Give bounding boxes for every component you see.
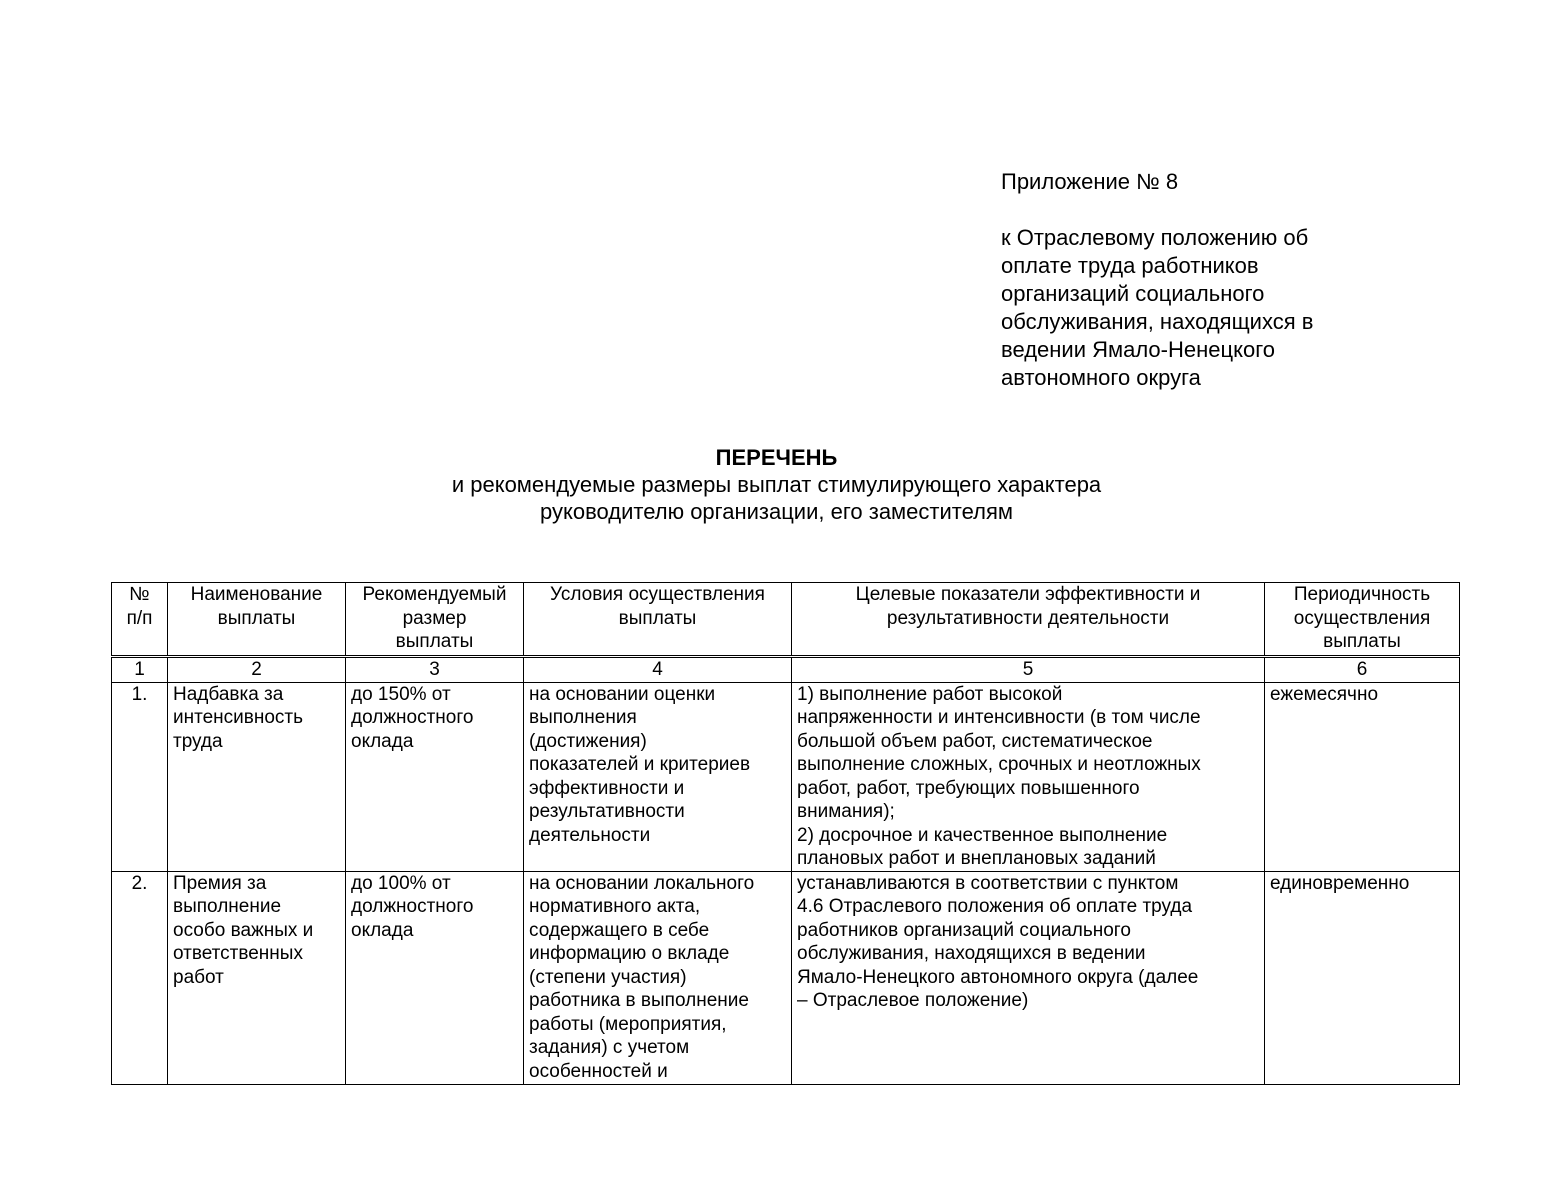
- header-line: осуществления: [1293, 607, 1431, 629]
- payment-indicators-cell: [792, 871, 1265, 1084]
- column-numbers-row: [112, 657, 1460, 683]
- cell-line: Ямало-Ненецкого автономного округа (далее: [797, 966, 1199, 988]
- cell-line: работы (мероприятия,: [529, 1013, 727, 1035]
- cell-line: работников организаций социального: [797, 919, 1131, 941]
- document-subtitle-line: руководителю организации, его заместителям: [540, 499, 1013, 524]
- annex-line: автономного округа: [1001, 365, 1201, 390]
- header-line: выплаты: [395, 631, 474, 652]
- header-col-conditions: [524, 583, 792, 657]
- header-line: №: [129, 584, 150, 605]
- annex-line: ведении Ямало-Ненецкого: [1001, 337, 1275, 362]
- cell-line: особенностей и: [529, 1060, 668, 1082]
- header-line: Рекомендуемый: [362, 584, 507, 605]
- annex-line: организаций социального: [1001, 281, 1265, 306]
- document-title: ПЕРЕЧЕНЬ: [715, 445, 838, 470]
- table-row: [112, 682, 1460, 871]
- cell-line: обслуживания, находящихся в ведении: [797, 943, 1146, 964]
- header-line: Наименование: [190, 584, 323, 605]
- payment-periodicity-cell: [1265, 682, 1460, 871]
- cell-line: Надбавка за: [173, 683, 284, 705]
- cell-line: выполнение сложных, срочных и неотложных: [797, 754, 1201, 775]
- header-line: п/п: [126, 607, 153, 629]
- column-number: 4: [524, 657, 792, 683]
- row-number: 1.: [112, 682, 168, 871]
- cell-line: оклада: [351, 919, 414, 941]
- cell-line: большой объем работ, систематическое: [797, 730, 1153, 752]
- header-col-number: [112, 583, 168, 657]
- cell-line: нормативного акта,: [529, 896, 701, 917]
- cell-line: внимания);: [797, 801, 895, 822]
- payment-conditions-cell: [524, 871, 792, 1084]
- cell-line: интенсивность: [173, 707, 304, 728]
- cell-line: до 150% от: [351, 683, 451, 705]
- cell-line: оклада: [351, 730, 414, 752]
- payments-table: [111, 582, 1460, 1085]
- cell-line: особо важных и: [173, 919, 314, 941]
- header-col-periodicity: [1265, 583, 1460, 657]
- payment-size-cell: [346, 871, 524, 1084]
- table-row: [112, 871, 1460, 1084]
- header-col-size: [346, 583, 524, 657]
- header-line: результативности деятельности: [886, 607, 1170, 629]
- cell-line: единовременно: [1270, 872, 1410, 894]
- header-line: размер: [402, 607, 467, 629]
- annex-line: к Отраслевому положению об: [1001, 225, 1309, 250]
- column-number: 3: [346, 657, 524, 683]
- cell-line: работ: [173, 966, 224, 988]
- cell-line: 1) выполнение работ высокой: [797, 683, 1063, 705]
- payment-name-cell: [168, 871, 346, 1084]
- header-col-name: [168, 583, 346, 657]
- header-line: Периодичность: [1293, 584, 1431, 605]
- cell-line: Премия за: [173, 872, 267, 894]
- cell-line: информацию о вкладе: [529, 943, 730, 964]
- cell-line: выполнения: [529, 707, 637, 728]
- cell-line: содержащего в себе: [529, 919, 710, 941]
- cell-line: должностного: [351, 896, 474, 917]
- payment-conditions-cell: [524, 682, 792, 871]
- cell-line: напряженности и интенсивности (в том числе: [797, 707, 1201, 728]
- cell-line: ежемесячно: [1270, 683, 1379, 705]
- cell-line: (степени участия): [529, 966, 687, 988]
- header-line: Целевые показатели эффективности и: [855, 584, 1201, 605]
- column-number: 1: [112, 657, 168, 683]
- annex-title: Приложение № 8: [1001, 169, 1179, 194]
- document-heading: [0, 444, 1553, 525]
- cell-line: труда: [173, 730, 223, 752]
- cell-line: 2) досрочное и качественное выполнение: [797, 824, 1168, 846]
- payment-name-cell: [168, 682, 346, 871]
- cell-line: эффективности и: [529, 777, 685, 799]
- cell-line: показателей и критериев: [529, 754, 751, 775]
- cell-line: на основании оценки: [529, 683, 716, 705]
- cell-line: работ, работ, требующих повышенного: [797, 777, 1140, 799]
- column-number: 2: [168, 657, 346, 683]
- column-number: 6: [1265, 657, 1460, 683]
- payment-size-cell: [346, 682, 524, 871]
- cell-line: на основании локального: [529, 872, 755, 894]
- header-line: выплаты: [217, 607, 296, 629]
- annex-line: обслуживания, находящихся в: [1001, 309, 1314, 334]
- cell-line: задания) с учетом: [529, 1037, 690, 1058]
- document-subtitle-line: и рекомендуемые размеры выплат стимулирующего характера: [451, 472, 1102, 497]
- cell-line: выполнение: [173, 896, 282, 917]
- cell-line: до 100% от: [351, 872, 451, 894]
- cell-line: плановых работ и внеплановых заданий: [797, 848, 1156, 869]
- payment-indicators-cell: [792, 682, 1265, 871]
- annex-text: [1001, 224, 1421, 392]
- annex-line: оплате труда работников: [1001, 253, 1259, 278]
- cell-line: результативности: [529, 801, 685, 822]
- row-number: 2.: [112, 871, 168, 1084]
- cell-line: должностного: [351, 707, 474, 728]
- cell-line: ответственных: [173, 943, 303, 964]
- annex-block: [1001, 168, 1421, 392]
- cell-line: деятельности: [529, 824, 651, 846]
- cell-line: – Отраслевое положение): [797, 990, 1029, 1011]
- payment-periodicity-cell: [1265, 871, 1460, 1084]
- header-line: выплаты: [1323, 631, 1401, 652]
- column-number: 5: [792, 657, 1265, 683]
- header-line: Условия осуществления: [550, 584, 765, 605]
- header-line: выплаты: [618, 607, 697, 629]
- cell-line: 4.6 Отраслевого положения об оплате труда: [797, 896, 1193, 917]
- cell-line: устанавливаются в соответствии с пунктом: [797, 872, 1179, 894]
- table-header-row: [112, 583, 1460, 657]
- cell-line: (достижения): [529, 730, 647, 752]
- cell-line: работника в выполнение: [529, 990, 749, 1011]
- header-col-indicators: [792, 583, 1265, 657]
